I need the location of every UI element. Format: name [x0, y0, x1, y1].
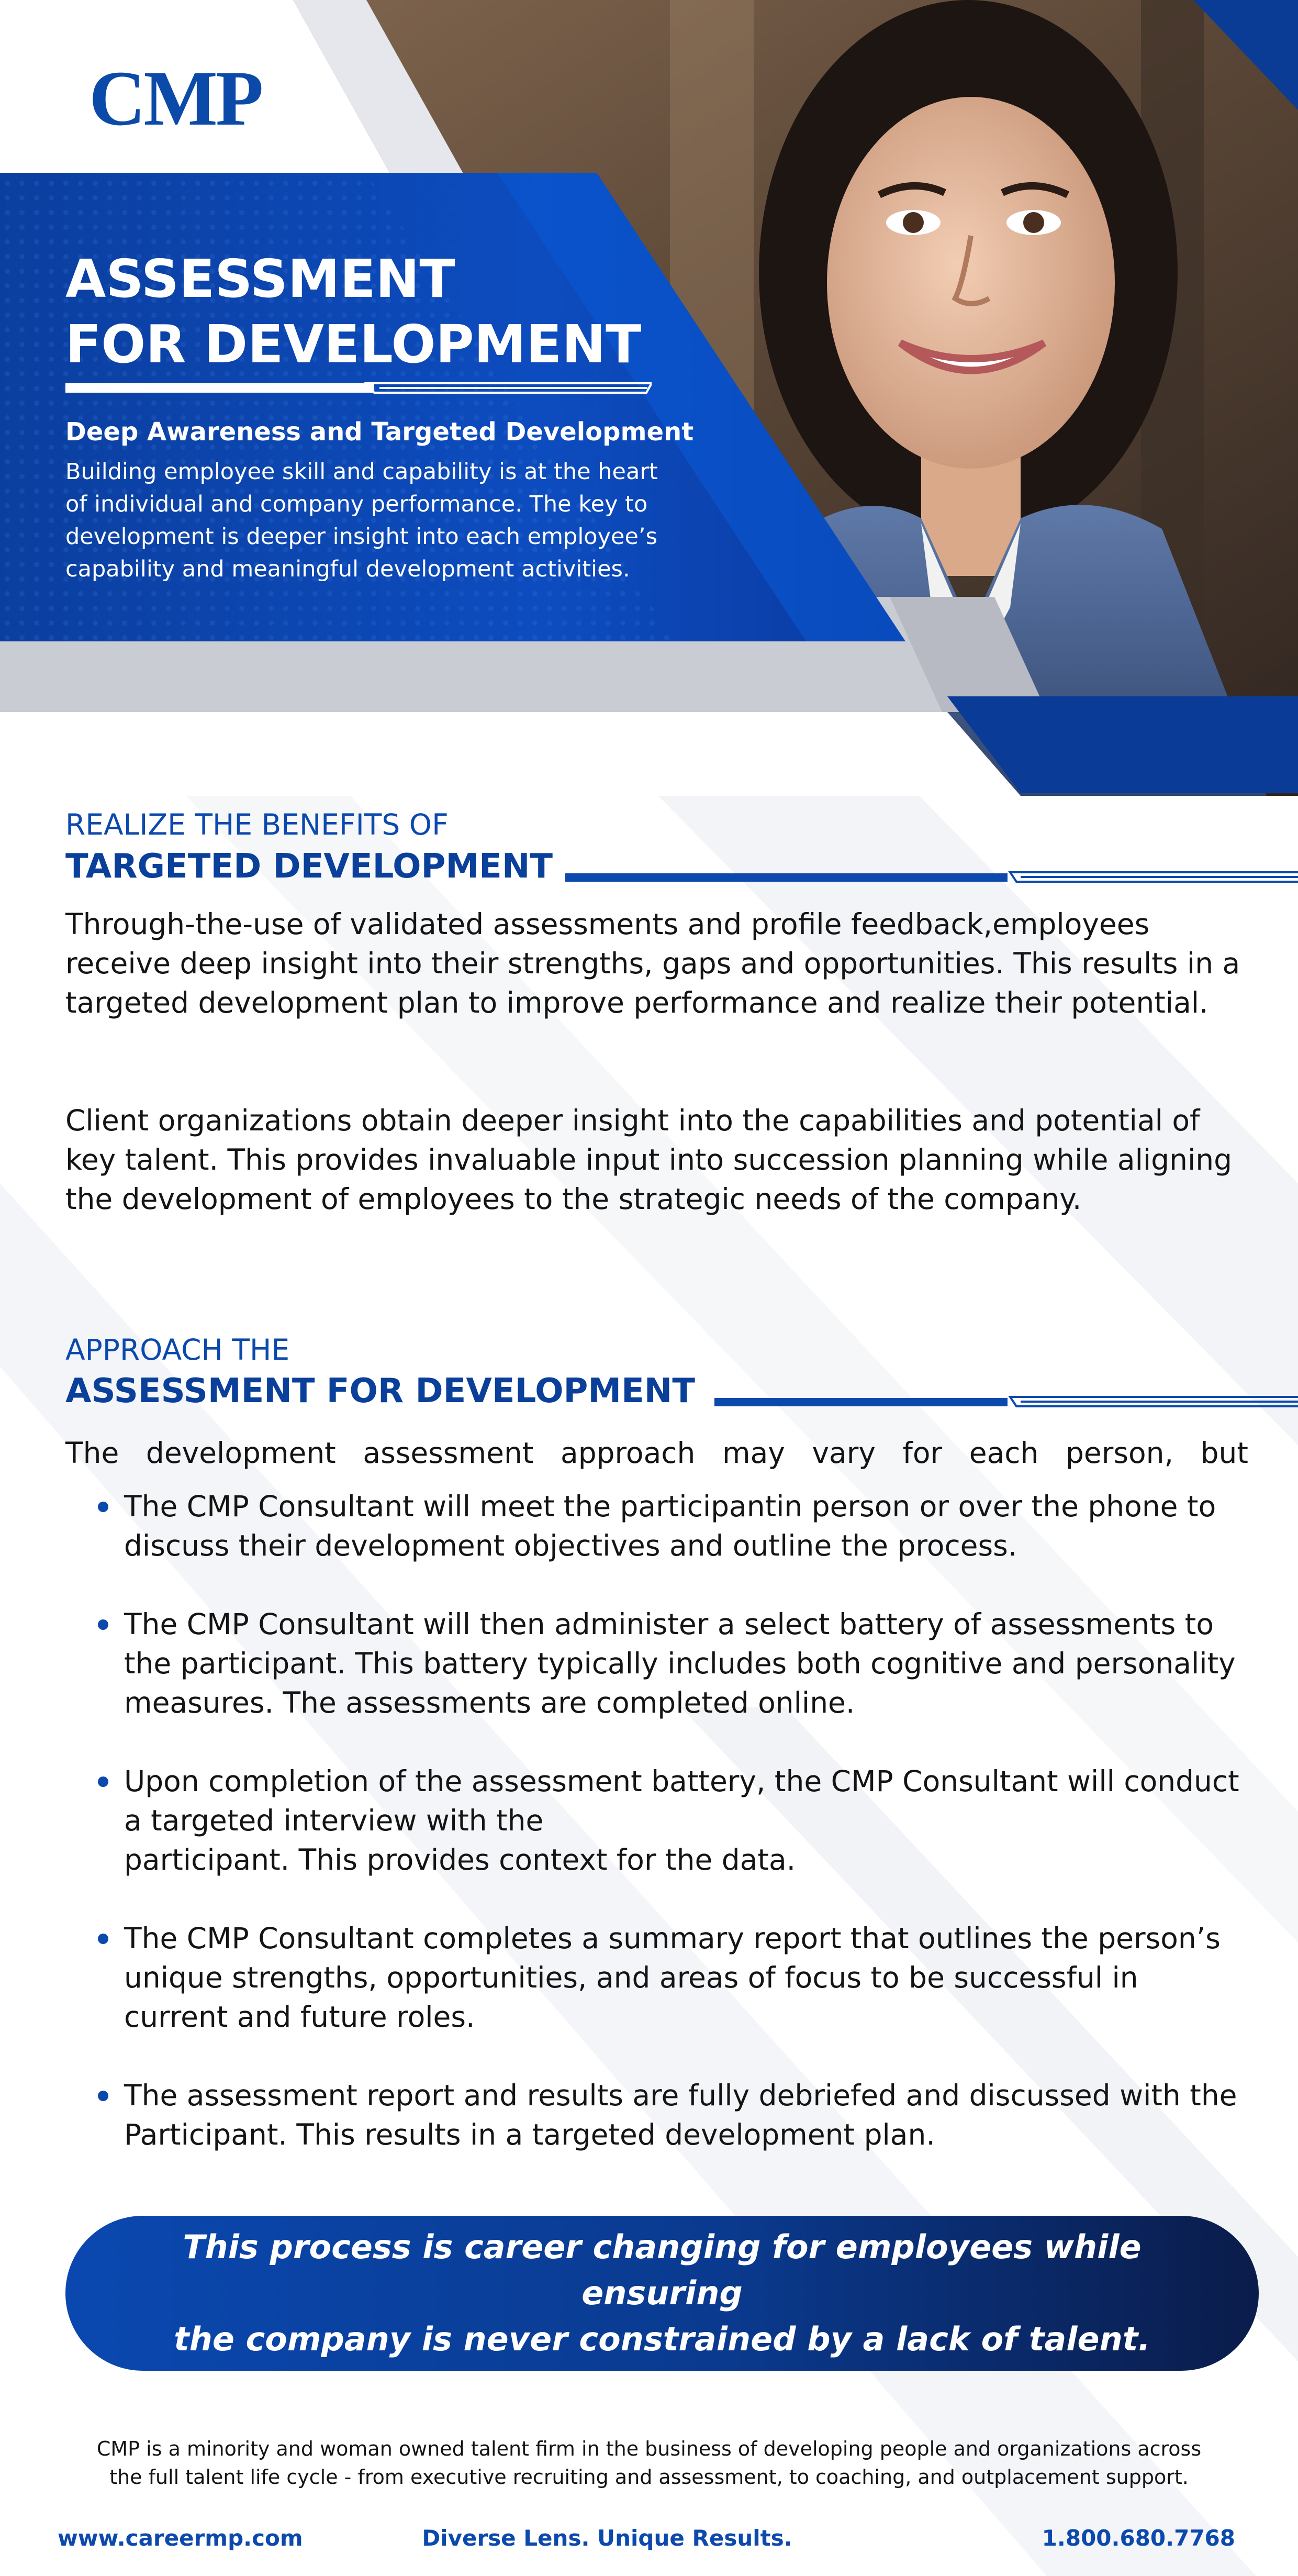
bullet-dot-icon	[98, 2091, 108, 2101]
approach-kicker: APPROACH THE	[65, 1333, 290, 1367]
callout-text	[139, 2224, 1185, 2362]
hero-subtitle: Deep Awareness and Targeted Development	[65, 417, 694, 447]
list-item-text: The CMP Consultant completes a summary report that outlines the person’s unique strengths, opportunities, and areas of focus to be successful in current and future roles.	[124, 1922, 1221, 2034]
benefits-paragraph-1: Through-the-use of validated assessments and profile feedback,employees receive deep insight into their strengths, gaps and opportunities. This results in a targeted development plan to improve performance and realize their potential.	[65, 907, 1240, 1019]
bullet-dot-icon	[98, 1776, 108, 1787]
callout-banner	[65, 2216, 1259, 2371]
bullet-dot-icon	[98, 1934, 108, 1944]
approach-steps-list	[65, 1487, 1248, 2194]
bullet-dot-icon	[98, 1619, 108, 1630]
hero-body-line: of individual and company performance. The key to	[65, 491, 648, 517]
list-item-text: The CMP Consultant will meet the participantin person or over the phone to discuss their development objectives and outline the process.	[124, 1490, 1216, 1562]
hero-body-line: Building employee skill and capability is at the heart	[65, 459, 658, 485]
phone-link[interactable]: 1.800.680.7768	[1042, 2525, 1235, 2551]
website-link[interactable]: www.careermp.com	[58, 2525, 303, 2551]
approach-heading: ASSESSMENT FOR DEVELOPMENT	[65, 1372, 695, 1411]
list-item-text: The assessment report and results are fully debriefed and discussed with the Participant. This results in a targeted development plan.	[124, 2079, 1237, 2151]
benefits-heading-rule	[565, 869, 1298, 885]
list-item-text: Upon completion of the assessment battery, the CMP Consultant will conduct a targeted interview with the participant. This provides context for the data.	[124, 1764, 1239, 1877]
hero-title-underline	[65, 380, 652, 396]
hero-banner	[0, 0, 1298, 796]
cmp-logo	[89, 58, 277, 136]
list-item	[65, 2076, 1248, 2155]
hero-body	[65, 456, 746, 585]
tagline: Diverse Lens. Unique Results.	[422, 2525, 792, 2551]
footer-about-line-1: CMP is a minority and woman owned talent firm in the business of developing people and organizations across	[96, 2437, 1202, 2460]
benefits-heading: TARGETED DEVELOPMENT	[65, 847, 553, 886]
callout-line-1: This process is career changing for employees while ensuring	[183, 2228, 1142, 2312]
footer-about	[47, 2435, 1251, 2491]
footer-about-line-2: the full talent life cycle - from executive recruiting and assessment, to coaching, and outplacement support.	[109, 2466, 1189, 2489]
hero-title	[65, 246, 693, 377]
bullet-dot-icon	[98, 1502, 108, 1512]
benefits-paragraph-2: Client organizations obtain deeper insight into the capabilities and potential of key talent. This provides invaluable input into succession planning while aligning the development of employees to the strategic needs of the company.	[65, 1104, 1233, 1216]
callout-line-2: the company is never constrained by a lack of talent.	[174, 2320, 1150, 2358]
list-item-text: The CMP Consultant will then administer a select battery of assessments to the participant. This battery typically includes both cognitive and personality measures. The assessments are completed online.	[124, 1607, 1236, 1719]
hero-title-line-2: FOR DEVELOPMENT	[65, 314, 642, 375]
approach-intro: The development assessment approach may vary for each person, but	[65, 1436, 1248, 1470]
footer-links	[58, 2523, 1235, 2554]
benefits-kicker: REALIZE THE BENEFITS OF	[65, 808, 449, 841]
hero-body-line: development is deeper insight into each employee’s	[65, 524, 657, 550]
approach-heading-rule	[714, 1394, 1298, 1409]
list-item	[65, 1605, 1248, 1723]
list-item	[65, 1762, 1248, 1880]
hero-body-line: capability and meaningful development activities.	[65, 556, 630, 582]
list-item	[65, 1487, 1248, 1565]
hero-title-line-1: ASSESSMENT	[65, 248, 455, 309]
list-item	[65, 1919, 1248, 2037]
svg-text:CMP: CMP	[89, 58, 262, 136]
